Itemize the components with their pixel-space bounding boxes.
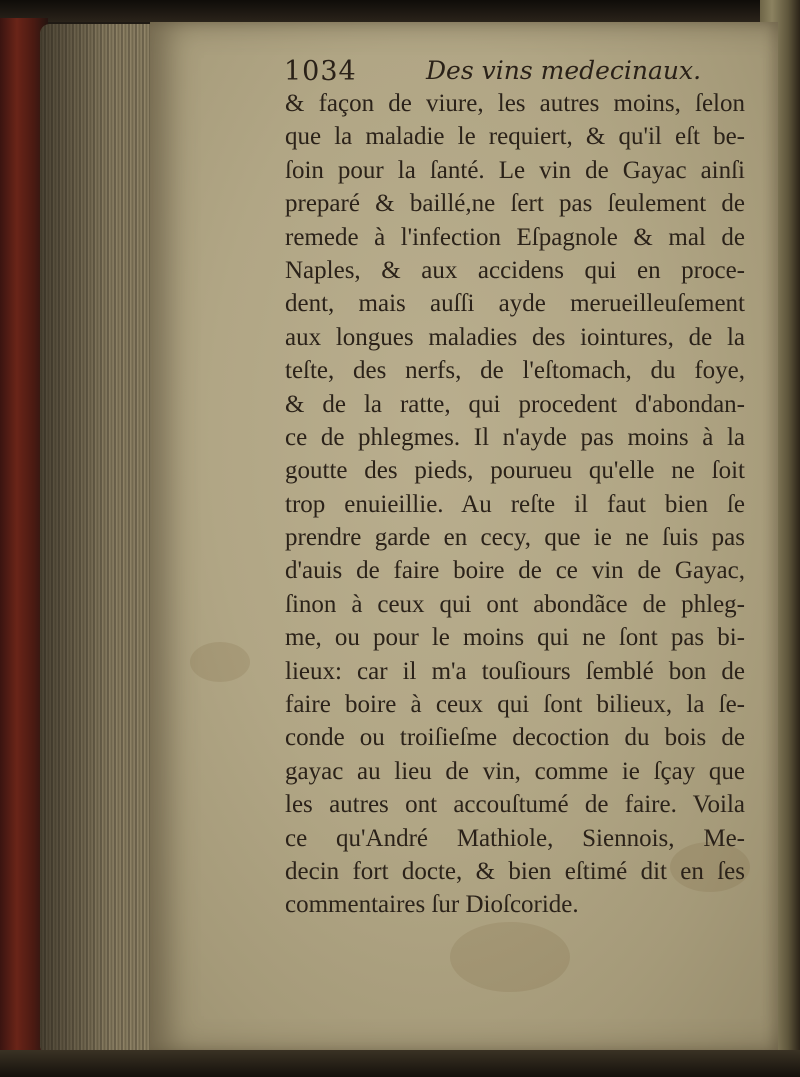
page-number: 1034 <box>284 56 357 87</box>
text-line: aux longues maladies des iointures, de la <box>285 323 745 351</box>
body-text <box>285 87 745 922</box>
paper-stain <box>190 642 250 682</box>
text-line: faire boire à ceux qui ſont bilieux, la ſe- <box>285 691 745 719</box>
text-line: teſte, des nerfs, de l'eſtomach, du foye, <box>285 357 745 385</box>
text-line: preparé & baillé,ne ſert pas ſeulement de <box>285 190 745 218</box>
text-line: Naples, & aux accidens qui en proce- <box>285 256 745 284</box>
text-line: ſinon à ceux qui ont abondãce de phleg- <box>285 590 745 618</box>
text-line: goutte des pieds, pourueu qu'elle ne ſoit <box>285 457 745 485</box>
text-line: trop enuieillie. Au reſte il faut bien ſe <box>285 490 745 518</box>
running-head: Des vins medecinaux. <box>426 56 702 85</box>
text-line: lieux: car il m'a touſiours ſemblé bon de <box>285 657 745 685</box>
text-line: dent, mais auſſi ayde merueilleuſement <box>285 290 745 318</box>
text-line: prendre garde en cecy, que ie ne ſuis pas <box>285 524 745 552</box>
text-line: & de la ratte, qui procedent d'abondan- <box>285 390 745 418</box>
scan-bottom-shadow <box>0 1050 800 1077</box>
scan-top-shadow <box>0 0 800 22</box>
text-line: ſoin pour la ſanté. Le vin de Gayac ainſi <box>285 156 745 184</box>
text-line: d'auis de faire boire de ce vin de Gayac, <box>285 557 745 585</box>
text-line: ce qu'André Mathiole, Siennois, Me- <box>285 824 745 852</box>
text-line: gayac au lieu de vin, comme ie ſçay que <box>285 757 745 785</box>
text-line: que la maladie le requiert, & qu'il eſt be- <box>285 123 745 151</box>
paper-stain <box>450 922 570 992</box>
text-line: & façon de viure, les autres moins, ſelon <box>285 90 745 117</box>
text-line: commentaires ſur Dioſcoride. <box>285 891 579 919</box>
page-edges-shadow <box>40 24 160 1059</box>
text-line: ce de phlegmes. Il n'ayde pas moins à la <box>285 423 745 451</box>
text-line: me, ou pour le moins qui ne ſont pas bi- <box>285 624 745 652</box>
text-line: remede à l'infection Eſpagnole & mal de <box>285 223 745 251</box>
text-line: conde ou troiſieſme decoction du bois de <box>285 724 745 752</box>
text-line: les autres ont accouſtumé de faire. Voila <box>285 791 745 819</box>
text-line: decin fort docte, & bien eſtimé dit en ſes <box>285 857 745 885</box>
